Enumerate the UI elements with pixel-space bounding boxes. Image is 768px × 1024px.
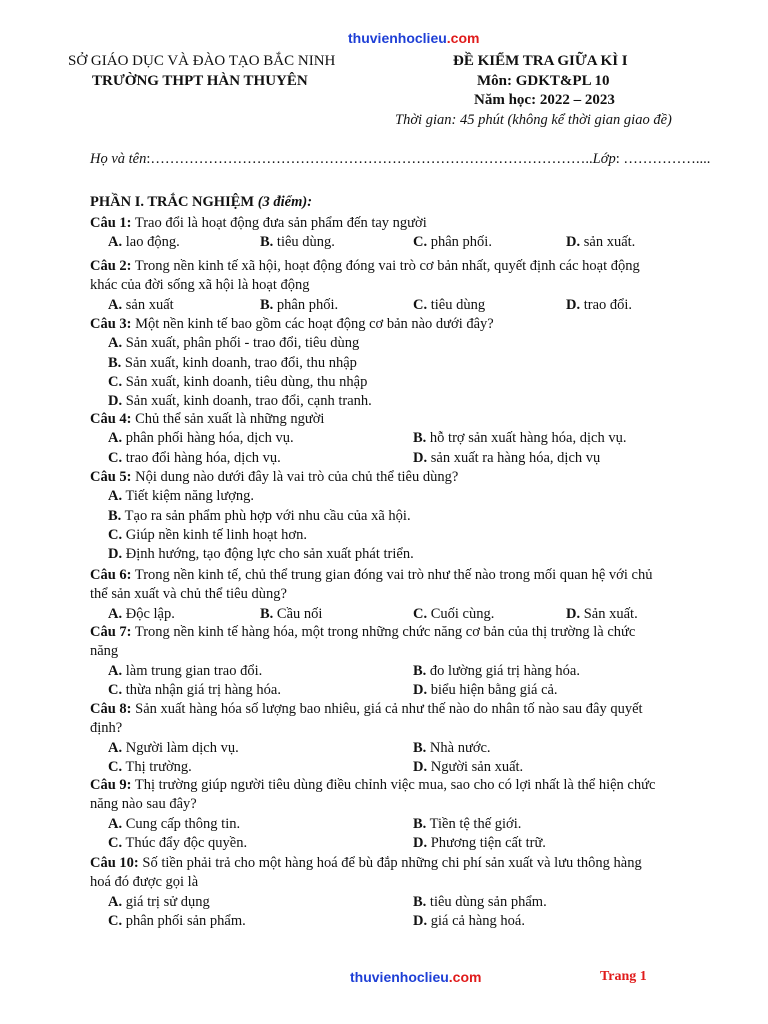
option-letter: D. [413,681,428,698]
question-4-option-b [413,429,626,448]
option-text: hỗ trợ sản xuất hàng hóa, dịch vụ. [426,430,627,447]
question-5-option-b [108,507,411,526]
option-letter: A. [108,815,123,832]
option-text: Nhà nước. [426,739,491,756]
question-7-option-d [413,681,558,700]
question-2-line-1 [90,257,730,276]
school-name: TRƯỜNG THPT HÀN THUYÊN [92,73,308,89]
question-8-option-a [108,739,239,758]
question-number: Câu 10: [90,855,139,871]
question-1-option-b [260,233,335,252]
option-text: Người làm dịch vụ. [122,739,239,756]
site-name: thuvienhoclieu [348,30,447,46]
question-2-option-d [566,296,632,315]
site-name: thuvienhoclieu [350,969,449,985]
option-letter: D. [108,546,123,563]
question-3-option-b [108,354,357,373]
option-text: phân phối sản phẩm. [122,912,246,929]
name-dots: :……………………………………………………………………………….. [146,151,593,167]
question-8-option-b [413,739,491,758]
question-text: Trong nền kinh tế xã hội, hoạt động đóng vai trò cơ bản nhất, quyết định các hoạt động [131,258,640,274]
option-letter: A. [108,488,123,505]
exam-title: ĐỀ KIỂM TRA GIỮA KÌ I [453,53,628,69]
question-2-option-b [260,296,338,315]
question-3-option-d [108,392,372,411]
question-number: Câu 1: [90,215,132,231]
option-text: Tiền tệ thế giới. [426,815,522,832]
option-text: tiêu dùng [427,296,486,313]
option-letter: D. [108,393,123,410]
question-number: Câu 7: [90,624,132,640]
question-2-option-a [108,296,174,315]
option-letter: D. [566,234,581,251]
exam-time: Thời gian: 45 phút (không kể thời gian giao đề) [395,112,672,128]
option-letter: C. [108,758,123,775]
question-text: thể sản xuất và chủ thể tiêu dùng? [90,586,287,603]
question-6-option-c [413,605,494,624]
option-text: trao đổi. [580,296,633,313]
option-text: giá trị sử dụng [122,893,210,910]
question-6-line-1 [90,566,730,585]
option-text: Tạo ra sản phẩm phù hợp với nhu cầu của xã hội. [121,507,411,524]
question-1-option-c [413,233,492,252]
question-10-option-a [108,893,210,912]
question-text: Sản xuất hàng hóa số lượng bao nhiêu, giá cả như thế nào do nhân tố nào sau đây quyết [131,701,643,717]
option-text: phân phối hàng hóa, dịch vụ. [122,430,294,447]
site-watermark-top [348,30,479,46]
name-label: Họ và tên [90,151,147,167]
option-letter: D. [566,605,581,622]
option-text: sản xuất. [580,234,636,251]
option-text: lao động. [122,234,180,251]
question-6-option-b [260,605,322,624]
option-text: Thúc đẩy độc quyền. [122,834,248,851]
question-7-option-b [413,662,580,681]
option-text: Thị trường. [122,758,192,775]
question-number: Câu 5: [90,469,132,485]
option-text: Phương tiện cất trữ. [427,834,546,851]
option-letter: B. [108,507,122,524]
question-3-line-1 [90,315,730,334]
option-text: Sản xuất, kinh doanh, tiêu dùng, thu nhập [122,373,368,390]
option-letter: B. [260,605,274,622]
question-9-line-2 [90,795,730,814]
option-letter: A. [108,296,123,313]
department-name: SỞ GIÁO DỤC VÀ ĐÀO TẠO BẮC NINH [68,53,336,69]
question-4-option-a [108,429,294,448]
option-text: trao đổi hàng hóa, dịch vụ. [122,449,281,466]
option-letter: B. [413,662,427,679]
question-1-option-a [108,233,180,252]
question-10-line-2 [90,873,730,892]
option-text: phân phối. [273,296,339,313]
question-number: Câu 4: [90,411,132,427]
site-watermark-bottom [350,969,481,985]
question-10-option-c [108,912,246,931]
option-letter: B. [413,815,427,832]
option-letter: A. [108,605,123,622]
question-7-option-c [108,681,281,700]
question-5-option-a [108,487,254,506]
option-text: Người sản xuất. [427,758,524,775]
class-dots: : …………….... [615,151,711,167]
option-letter: A. [108,430,123,447]
question-5-option-c [108,526,307,545]
option-text: đo lường giá trị hàng hóa. [426,662,580,679]
option-letter: B. [108,354,122,371]
question-text: Một nền kinh tế bao gồm các hoạt động cơ bản nào dưới đây? [131,316,494,332]
question-1-line-1 [90,214,730,233]
option-letter: B. [413,739,427,756]
option-text: Định hướng, tạo động lực cho sản xuất phát triển. [122,546,414,563]
question-5-option-d [108,545,414,564]
option-letter: A. [108,662,123,679]
option-letter: D. [413,912,428,929]
option-letter: D. [413,834,428,851]
question-2-option-c [413,296,485,315]
class-label: Lớp [592,151,616,167]
question-7-option-a [108,662,262,681]
option-letter: C. [108,834,123,851]
option-letter: A. [108,739,123,756]
option-letter: C. [108,912,123,929]
option-letter: C. [108,526,123,543]
option-text: Sản xuất. [580,605,638,622]
question-8-option-c [108,758,192,777]
question-9-line-1 [90,776,730,795]
option-text: Cung cấp thông tin. [122,815,241,832]
option-text: Cầu nối [273,605,323,622]
section-points: (3 điểm): [257,194,313,210]
question-number: Câu 9: [90,777,132,793]
site-domain: .com [448,969,482,985]
question-text: Trong nền kinh tế, chủ thể trung gian đóng vai trò như thế nào trong mối quan hệ với chủ [131,567,653,583]
option-letter: B. [413,430,427,447]
option-letter: C. [108,449,123,466]
question-number: Câu 8: [90,701,132,717]
question-9-option-a [108,815,240,834]
question-text: Chủ thể sản xuất là những người [131,411,325,427]
question-text: Thị trường giúp người tiêu dùng điều chỉnh việc mua, sao cho có lợi nhất là thể hiện chức [131,777,656,793]
question-4-option-d [413,449,600,468]
question-10-option-d [413,912,525,931]
question-number: Câu 3: [90,316,132,332]
question-text: Số tiền phải trả cho một hàng hoá để bù đắp những chi phí sản xuất và lưu thông hàng [138,855,642,871]
option-letter: B. [260,296,274,313]
page-number: Trang 1 [600,969,647,984]
option-letter: C. [108,373,123,390]
question-3-option-c [108,373,367,392]
option-letter: A. [108,234,123,251]
question-text: định? [90,720,123,737]
option-text: giá cả hàng hoá. [427,912,525,929]
option-text: Giúp nền kinh tế linh hoạt hơn. [122,526,307,543]
exam-subject: Môn: GDKT&PL 10 [477,73,610,89]
question-4-line-1 [90,410,730,429]
question-7-line-2 [90,642,730,661]
option-letter: A. [108,893,123,910]
option-letter: B. [413,893,427,910]
question-text: hoá đó được gọi là [90,874,199,891]
option-text: Sản xuất, kinh doanh, trao đổi, cạnh tranh. [122,393,372,410]
option-text: Độc lập. [122,605,175,622]
question-9-option-b [413,815,521,834]
student-info-line [90,151,710,168]
question-text: năng [90,643,119,660]
question-6-option-a [108,605,175,624]
option-letter: B. [260,234,274,251]
question-6-line-2 [90,585,730,604]
option-text: sản xuất [122,296,174,313]
school-year: Năm học: 2022 – 2023 [474,92,615,108]
section-title-text: PHẦN I. TRẮC NGHIỆM [90,194,258,210]
section-title [90,194,312,211]
option-letter: C. [413,234,428,251]
question-8-option-d [413,758,523,777]
option-letter: D. [566,296,581,313]
question-text: Trong nền kinh tế hàng hóa, một trong những chức năng cơ bản của thị trường là chức [131,624,636,640]
question-6-option-d [566,605,638,624]
option-letter: C. [108,681,123,698]
question-text: năng nào sau đây? [90,796,197,813]
option-letter: D. [413,758,428,775]
question-text: Trao đổi là hoạt động đưa sản phẩm đến tay người [131,215,427,231]
question-8-line-2 [90,719,730,738]
question-4-option-c [108,449,281,468]
option-letter: C. [413,296,428,313]
question-10-option-b [413,893,547,912]
option-text: tiêu dùng sản phẩm. [426,893,547,910]
option-text: thừa nhận giá trị hàng hóa. [122,681,281,698]
option-text: Sản xuất, kinh doanh, trao đổi, thu nhập [121,354,357,371]
option-letter: D. [413,449,428,466]
option-text: làm trung gian trao đổi. [122,662,263,679]
question-9-option-c [108,834,247,853]
option-letter: C. [413,605,428,622]
option-text: biểu hiện bằng giá cả. [427,681,558,698]
question-5-line-1 [90,468,730,487]
question-2-line-2 [90,276,730,295]
option-text: Sản xuất, phân phối - trao đổi, tiêu dùng [122,335,360,352]
option-letter: A. [108,335,123,352]
option-text: phân phối. [427,234,492,251]
question-number: Câu 6: [90,567,132,583]
question-1-option-d [566,233,635,252]
question-9-option-d [413,834,546,853]
question-8-line-1 [90,700,730,719]
option-text: Cuối cùng. [427,605,495,622]
site-domain: .com [446,30,480,46]
question-10-line-1 [90,854,730,873]
question-text: khác của đời sống xã hội là hoạt động [90,277,310,294]
question-3-option-a [108,334,359,353]
option-text: sản xuất ra hàng hóa, dịch vụ [427,449,601,466]
option-text: tiêu dùng. [273,234,335,251]
option-text: Tiết kiệm năng lượng. [122,488,255,505]
question-text: Nội dung nào dưới đây là vai trò của chủ thể tiêu dùng? [131,469,459,485]
question-7-line-1 [90,623,730,642]
question-number: Câu 2: [90,258,132,274]
